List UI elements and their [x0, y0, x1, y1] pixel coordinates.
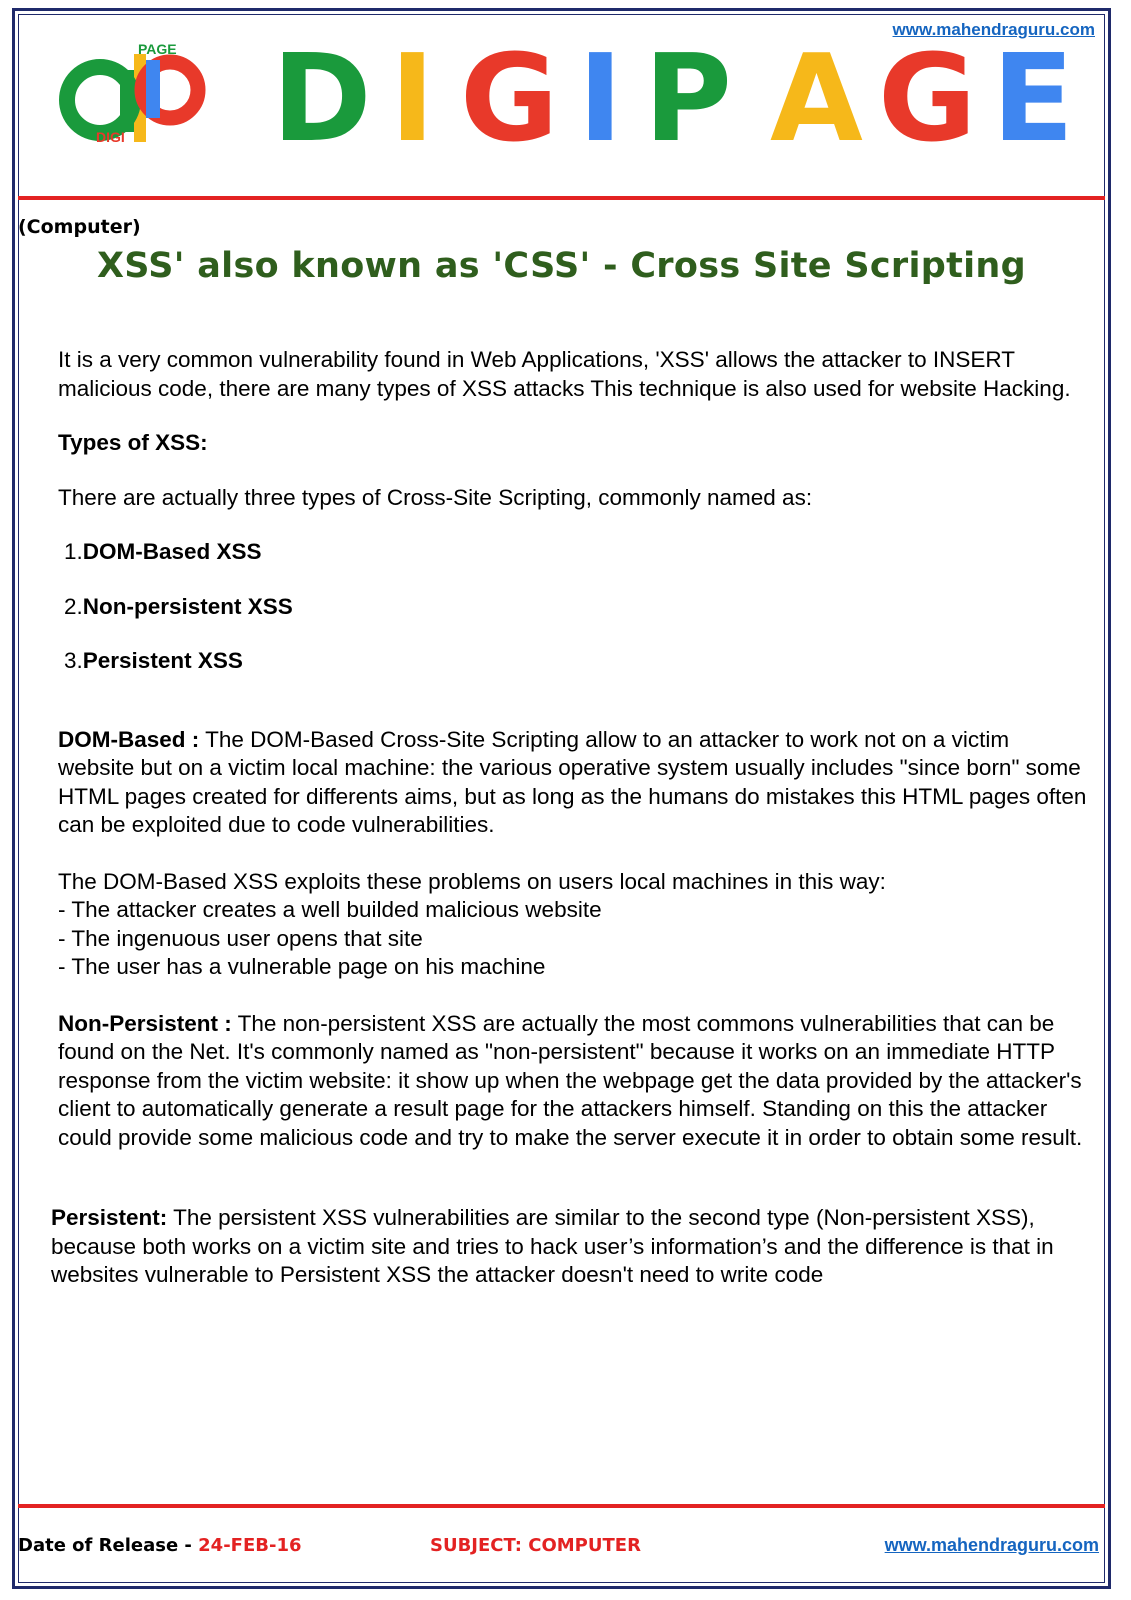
banner-letter: I	[390, 30, 435, 169]
dom-based-label: DOM-Based :	[58, 726, 200, 752]
digi-page-banner	[272, 24, 1074, 184]
logo-page-text: PAGE	[138, 41, 177, 57]
list-item: 3.Persistent XSS	[64, 648, 243, 673]
types-heading: Types of XSS:	[58, 430, 208, 455]
banner-letter: P	[644, 30, 732, 169]
subject-tag: (Computer)	[18, 216, 141, 238]
release-date: Date of Release - 24-FEB-16	[18, 1535, 302, 1556]
persistent-paragraph: Persistent: The persistent XSS vulnerabilities are similar to the second type (Non-persistent XSS), because both works on a victim site and tries to hack user’s information’s and the difference is that in websites vulnerable to Persistent XSS the attacker doesn't need to write code	[51, 1205, 1054, 1287]
footer-subject: SUBJECT: COMPUTER	[430, 1535, 641, 1556]
list-item: 2.Non-persistent XSS	[64, 593, 293, 619]
types-lead: There are actually three types of Cross-Site Scripting, commonly named as:	[58, 484, 813, 510]
non-persistent-paragraph: Non-Persistent : The non-persistent XSS are actually the most commons vulnerabilities that can be found on the Net. It's commonly named as "non-persistent" because it works on an immediate HTTP response from the victim website: it show up when the webpage get the data provided by the attacker's client to automatically generate a result page for the attackers himself. Standing on this the attacker could provide some malicious code and try to make the server execute it in order to obtain some result.	[58, 1010, 1083, 1150]
dom-step: - The ingenuous user opens that site	[58, 925, 423, 951]
release-date-value: 24-FEB-16	[198, 1535, 302, 1556]
list-item: 1.DOM-Based XSS	[64, 539, 262, 564]
persistent-label: Persistent:	[51, 1205, 168, 1230]
dom-step: - The attacker creates a well builded malicious website	[58, 897, 602, 922]
intro-paragraph: It is a very common vulnerability found in Web Applications, 'XSS' allows the attacker to INSERT malicious code, there are many types of XSS attacks This technique is also used for website Hacking.	[58, 347, 1071, 401]
banner-letter: E	[992, 30, 1074, 169]
non-persistent-label: Non-Persistent :	[58, 1010, 232, 1036]
dom-step: - The user has a vulnerable page on his machine	[58, 954, 546, 979]
footer-site-link[interactable]: www.mahendraguru.com	[884, 1535, 1099, 1555]
article-body	[51, 346, 1088, 1290]
logo-digi-text: DIGI	[96, 129, 125, 145]
header-divider	[18, 196, 1105, 200]
banner-letter: G	[460, 30, 559, 169]
banner-letter: I	[578, 30, 623, 169]
types-list	[58, 538, 1088, 676]
dom-based-paragraph: DOM-Based : The DOM-Based Cross-Site Scripting allow to an attacker to work not on a victim website but on a victim local machine: the various operative system usually includes "since born" some HTML pages created for differents aims, but as long as the humans do mistakes this HTML pages often can be exploited due to code vulnerabilities.	[58, 726, 1087, 837]
banner-letter: G	[878, 30, 977, 169]
header-site-link[interactable]: www.mahendraguru.com	[892, 20, 1095, 39]
footer-divider	[18, 1504, 1105, 1508]
banner-letter: D	[272, 30, 372, 169]
digi-page-logo	[52, 40, 222, 150]
dom-steps	[58, 868, 1088, 982]
page-title: XSS' also known as 'CSS' - Cross Site Scripting	[97, 246, 1026, 286]
dom-steps-lead: The DOM-Based XSS exploits these problems on users local machines in this way:	[58, 868, 886, 894]
banner-letter: A	[770, 30, 863, 169]
